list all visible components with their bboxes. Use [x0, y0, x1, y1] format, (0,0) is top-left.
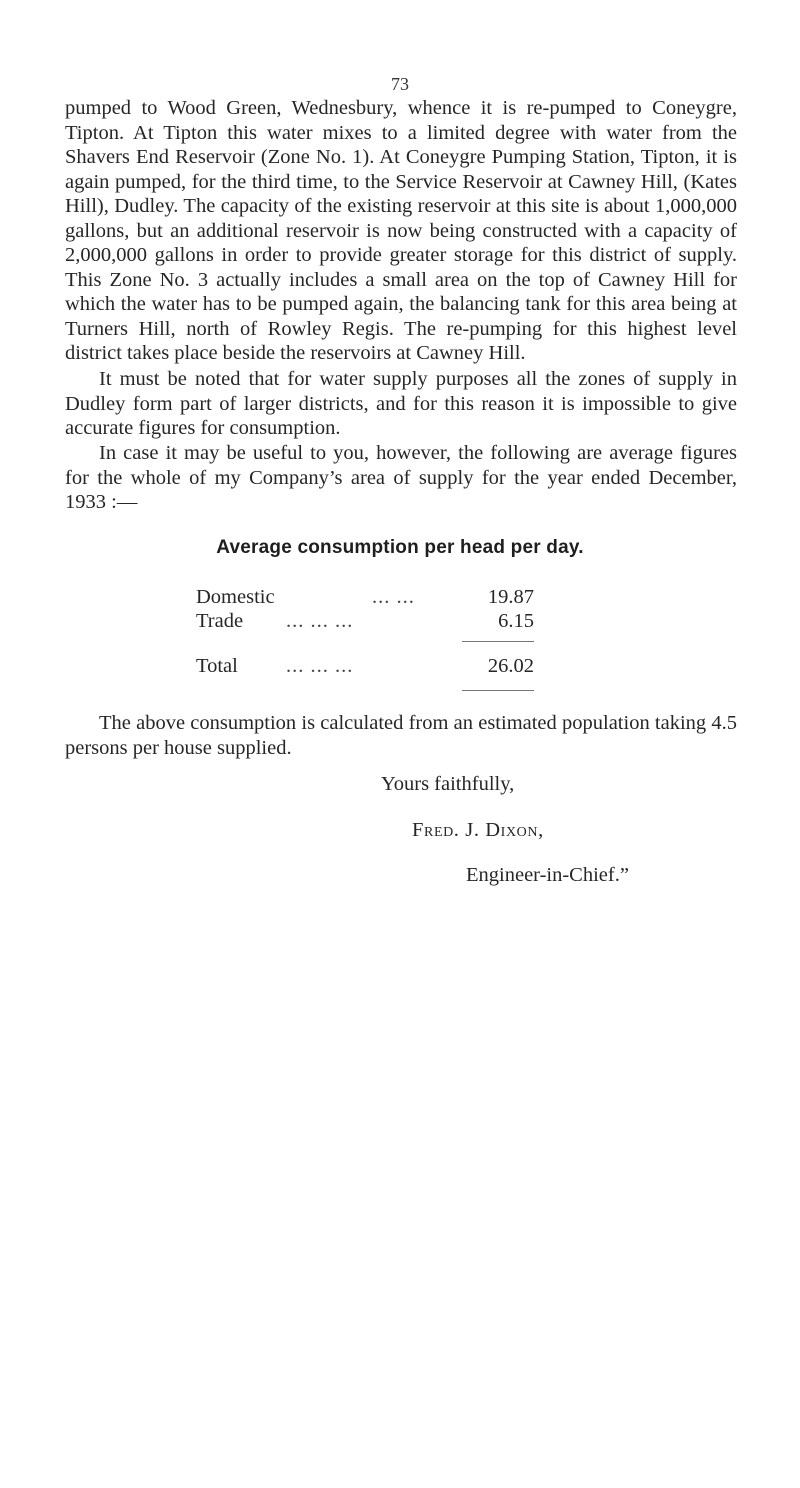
leader-dots: ... ... ...: [286, 655, 354, 677]
signature: Fred. J. Dixon,: [412, 819, 544, 841]
page-number: 73: [391, 74, 409, 94]
sum-rule: [462, 641, 534, 642]
body-paragraph-1: pumped to Wood Green, Wednesbury, whence it is re-pumped to Coneygre, Tipton. At Tipton this water mixes to a limited degree with water from the Shavers End Reservoir (Zone No. 1). At Coneygre Pumping Station, Tipton, it is again pumped, for the third time, to the Service Reservoir at Cawney Hill, (Kates Hill), Dudley. The capacity of the existing reservoir at this site is about 1,000,000 gallons, but an additional reservoir is now being constructed with a capacity of 2,000,000 gallons in order to provide greater storage for this district of supply. This Zone No. 3 actually includes a small area on the top of Cawney Hill for which the water has to be pumped again, the balancing tank for this area being at Turners Hill, north of Rowley Regis. The re-pumping for this highest level district takes place beside the reservoirs at Cawney Hill.: [65, 97, 737, 364]
table-heading: Average consumption per head per day.: [216, 537, 584, 558]
leader-dots: ... ... ...: [286, 610, 354, 632]
body-paragraph-3: In case it may be useful to you, however, the following are average figures for the whole of my Company’s area of supply for the year ended December, 1933 :—: [65, 442, 737, 513]
row-value: 26.02: [487, 655, 534, 677]
body-paragraph-4: The above consumption is calculated from an estimated population taking 4.5 persons per house supplied.: [65, 712, 737, 759]
row-label: Trade: [196, 610, 244, 632]
row-label: Domestic: [196, 586, 275, 608]
closing-salutation: Yours faithfully,: [381, 773, 515, 795]
table-row-domestic: [196, 586, 606, 612]
signatory-title: Engineer-in-Chief.”: [466, 864, 629, 886]
leader-dots: ... ...: [372, 586, 415, 608]
table-row-trade: [196, 610, 606, 636]
row-label: Total: [196, 655, 238, 677]
total-rule: [462, 690, 534, 691]
row-value: 19.87: [487, 586, 534, 608]
body-paragraph-2: It must be noted that for water supply purposes all the zones of supply in Dudley form part of larger districts, and for this reason it is impossible to give accurate figures for consumption.: [65, 368, 737, 439]
row-value: 6.15: [498, 610, 534, 632]
table-row-total: [196, 655, 606, 681]
